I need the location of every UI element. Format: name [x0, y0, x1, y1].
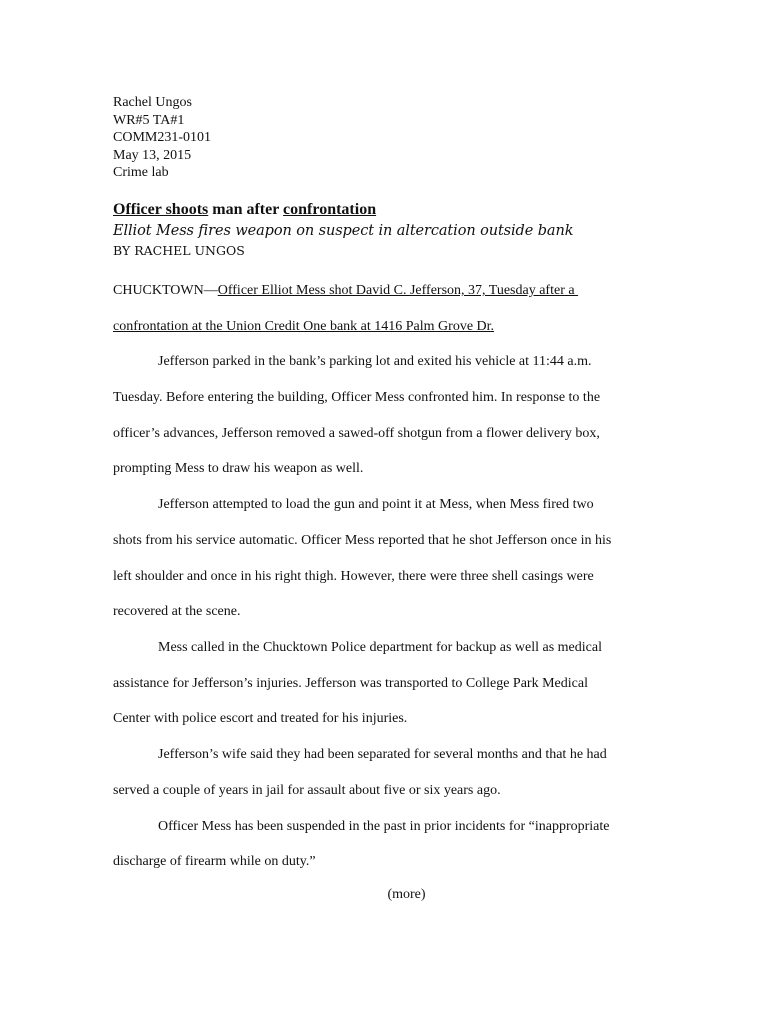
body-line: Mess called in the Chucktown Police department for backup as well as medical — [158, 640, 602, 655]
body-line: Tuesday. Before entering the building, Officer Mess confronted him. In response to the — [113, 390, 601, 405]
header-block — [113, 94, 211, 182]
byline: BY RACHEL UNGOS — [113, 243, 245, 258]
headline-part-1: Officer shoots — [113, 201, 209, 218]
body-line: shots from his service automatic. Officer Mess reported that he shot Jefferson once in his — [113, 533, 612, 548]
body-line: served a couple of years in jail for assault about five or six years ago. — [113, 783, 501, 798]
lede-line-1 — [113, 282, 578, 299]
lede-text-2: confrontation at the Union Credit One bank at 1416 Palm Grove Dr. — [113, 319, 495, 334]
course-code: COMM231-0101 — [113, 130, 212, 146]
body-line: officer’s advances, Jefferson removed a sawed-off shotgun from a flower delivery box, — [113, 426, 600, 441]
subheadline: Elliot Mess fires weapon on suspect in altercation outside bank — [113, 223, 574, 239]
headline-part-2: man after — [208, 201, 284, 218]
topic: Crime lab — [113, 165, 169, 181]
body-line: discharge of firearm while on duty.” — [113, 854, 316, 869]
lede-line-2 — [113, 318, 494, 335]
lede-text-1: Officer Elliot Mess shot David C. Jefferson, 37, Tuesday after a — [217, 283, 579, 298]
document-date: May 13, 2015 — [113, 147, 192, 163]
body-line: Officer Mess has been suspended in the past in prior incidents for “inappropriate — [158, 819, 610, 834]
author-name: Rachel Ungos — [113, 95, 192, 110]
headline-part-3: confrontation — [283, 201, 377, 218]
body-line: Jefferson’s wife said they had been separated for several months and that he had — [158, 747, 607, 762]
body-line: prompting Mess to draw his weapon as well. — [113, 461, 364, 476]
assignment-id: WR#5 TA#1 — [113, 112, 185, 128]
headline — [113, 201, 376, 219]
body-line: recovered at the scene. — [113, 604, 241, 619]
body-line: assistance for Jefferson’s injuries. Jefferson was transported to College Park Medical — [113, 676, 588, 691]
dateline: CHUCKTOWN— — [113, 283, 218, 298]
body-line: Jefferson parked in the bank’s parking lot and exited his vehicle at 11:44 a.m. — [158, 354, 592, 369]
body-line: Center with police escort and treated for his injuries. — [113, 711, 408, 726]
body-line: left shoulder and once in his right thigh. However, there were three shell casings were — [113, 569, 594, 584]
body-line: Jefferson attempted to load the gun and point it at Mess, when Mess fired two — [158, 497, 594, 512]
continuation-marker: (more) — [387, 887, 426, 902]
